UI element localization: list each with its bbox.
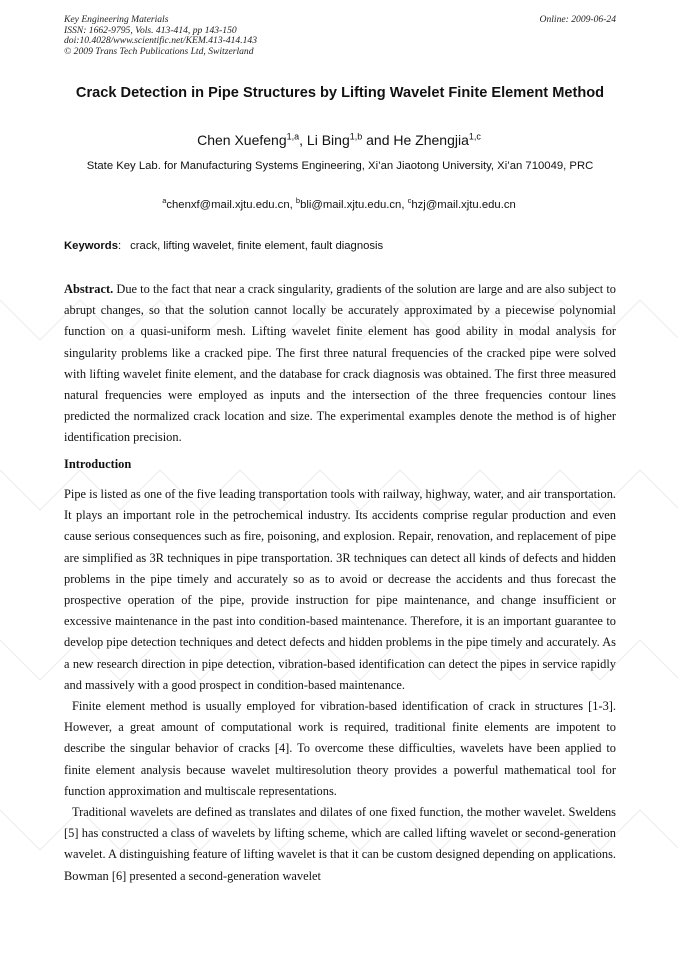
author-name: He Zhengjia (393, 132, 469, 148)
email-address: bli@mail.xjtu.edu.cn (300, 199, 402, 211)
email-mark: c (407, 196, 412, 206)
affiliation: State Key Lab. for Manufacturing Systems Engineering, Xi’an Jiaotong University, Xi’an 710049, PRC (86, 160, 594, 172)
author-affiliation-mark: 1,b (349, 131, 363, 142)
keywords-label: Keywords (64, 240, 118, 252)
author-affiliation-mark: 1,a (286, 131, 300, 142)
paragraph: Finite element method is usually employed for vibration-based identification of crack in structures [1-3]. However, a great amount of computational work is required, traditional finite elements are impotent to describe the singular behavior of cracks [4]. To overcome these difficulties, wavelets have been applied to finite element analysis because wavelet multiresolution theory provides a powerful mathematical tool for function approximation and multiscale representations. (64, 699, 616, 798)
abstract (64, 279, 616, 449)
email-separator: , (401, 199, 408, 211)
keywords-text: crack, lifting wavelet, finite element, fault diagnosis (130, 240, 384, 252)
email-list (0, 197, 678, 213)
email-address: chenxf@mail.xjtu.edu.cn (166, 199, 290, 211)
paragraph: Pipe is listed as one of the five leading transportation tools with railway, highway, water, and air transportation. It plays an important role in the petrochemical industry. Its accidents comprise regular production and even cause serious consequences such as fire, poisoning, and explosion. Repair, renovation, and replacement of pipe are simplified as 3R techniques in pipe transportation. 3R techniques can detect all kinds of defects and hidden problems in the pipe timely and accurately so as to avoid or decrease the accidents and thus forecast the prospective operation of the pipe, provide instruction for pipe maintenance, and change insufficient or excessive maintenance in the past into condition-based maintenance. Therefore, it is an important guarantee to develop pipe detection techniques and detect defects and hidden problems in the pipe timely and accurately. As a new research direction in pipe detection, vibration-based identification can detect the pipes in service rapidly and massively with a good prospect in condition-based maintenance. (64, 487, 616, 692)
doi-line: doi:10.4028/www.scientific.net/KEM.413-414.143 (64, 35, 258, 47)
journal-name: Key Engineering Materials (64, 14, 169, 25)
email-separator: , (289, 199, 296, 211)
email-mark: b (295, 196, 301, 206)
author-name: Chen Xuefeng (197, 132, 287, 148)
author-list (0, 131, 678, 149)
author-name: Li Bing (306, 132, 350, 148)
author-separator: , (299, 132, 307, 148)
publication-header (64, 15, 616, 57)
keywords-line: Keywords: crack, lifting wavelet, finite element, fault diagnosis (64, 240, 384, 252)
paragraph: Traditional wavelets are defined as translates and dilates of one fixed function, the mother wavelet. Sweldens [5] has constructed a class of wavelets by lifting scheme, which are called lifting wavelet or second-generation wavelet. A distinguishing feature of lifting wavelet is that it can be custom designed depending on applications. Bowman [6] presented a second-generation wavelet (64, 805, 616, 883)
email-address: hzj@mail.xjtu.edu.cn (411, 199, 516, 211)
author-separator: and (362, 132, 394, 148)
copyright-line: © 2009 Trans Tech Publications Ltd, Switzerland (64, 45, 254, 57)
section-heading-introduction: Introduction (64, 457, 132, 471)
issn-line: ISSN: 1662-9795, Vols. 413-414, pp 143-150 (64, 24, 237, 36)
abstract-text: Due to the fact that near a crack singularity, gradients of the solution are large and are also subject to abrupt changes, so that the solution cannot locally be accurately approximated by a piecewise polynomial function on a quasi-uniform mesh. Lifting wavelet finite element has good ability in modal analysis for singularity problems like a cracked pipe. The first three natural frequencies of the cracked pipe were solved with lifting wavelet finite element, and the database for crack diagnosis was obtained. The first three measured natural frequencies were employed as inputs and the intersection of the three frequencies contour lines predicted the normalized crack location and size. The experimental examples denote the method is of higher identification precision. (64, 282, 616, 445)
abstract-label: Abstract. (64, 282, 114, 296)
paper-title: Crack Detection in Pipe Structures by Lifting Wavelet Finite Element Method (75, 85, 605, 101)
author-affiliation-mark: 1,c (468, 131, 481, 142)
email-mark: a (162, 196, 167, 206)
online-date: Online: 2009-06-24 (539, 14, 616, 25)
introduction-body (64, 484, 616, 887)
